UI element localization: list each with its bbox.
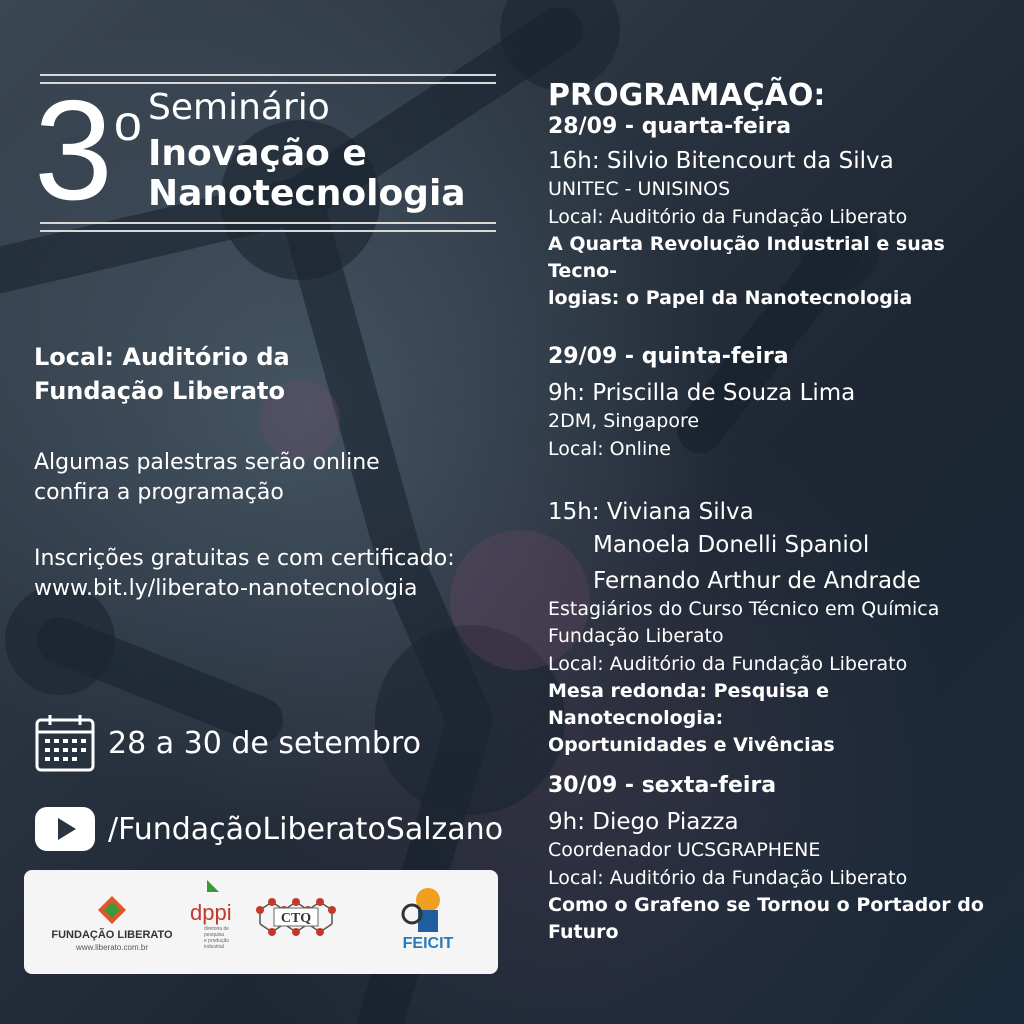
day2-affiliation-2a: Estagiários do Curso Técnico em Química <box>548 598 940 620</box>
title-line-2: Inovação e <box>148 133 367 174</box>
day3-talk-line-1: Como o Grafeno se Tornou o Portador do <box>548 894 984 916</box>
event-dates <box>34 712 421 774</box>
day2-talk-line-2: Oportunidades e Vivências <box>548 734 835 756</box>
day2-speaker-2: 15h: Viviana Silva <box>548 499 754 525</box>
online-line-2: confira a programação <box>34 480 284 505</box>
calendar-icon <box>34 712 96 774</box>
dppi-sub-3: e produção <box>204 938 230 944</box>
dppi-sub-1: diretoria de <box>204 926 230 932</box>
online-note <box>34 448 380 508</box>
sponsor-logos <box>24 870 498 974</box>
day1-speaker: 16h: Silvio Bitencourt da Silva <box>548 148 894 174</box>
day1-talk-line-2: logias: o Papel da Nanotecnologia <box>548 287 913 309</box>
day2-speaker: 9h: Priscilla de Souza Lima <box>548 380 856 406</box>
fundacao-name: FUNDAÇÃO LIBERATO <box>51 929 173 941</box>
day3-talk-line-2: Futuro <box>548 921 619 943</box>
feicit-logo <box>403 888 454 952</box>
day1-talk <box>548 231 998 312</box>
dppi-logo <box>190 880 232 950</box>
day3-location: Local: Auditório da Fundação Liberato <box>548 867 908 889</box>
day3-affiliation: Coordenador UCSGRAPHENE <box>548 839 821 861</box>
fundacao-url: www.liberato.com.br <box>75 943 149 952</box>
dates-text: 28 a 30 de setembro <box>108 725 421 761</box>
youtube-channel[interactable] <box>34 806 503 852</box>
title-rule-bottom <box>40 222 496 232</box>
day2-location: Local: Online <box>548 438 671 460</box>
edition-ordinal: o <box>114 95 142 151</box>
dppi-sub-4: industrial <box>204 944 225 950</box>
fundacao-liberato-logo <box>51 896 173 952</box>
day3-date: 30/09 - sexta-feira <box>548 773 777 798</box>
signup-note <box>34 544 455 604</box>
day1-location: Local: Auditório da Fundação Liberato <box>548 206 908 228</box>
youtube-handle[interactable]: /FundaçãoLiberatoSalzano <box>108 811 504 847</box>
ctq-logo <box>256 898 336 936</box>
logos-graphic <box>24 870 498 974</box>
edition-number: 3 <box>34 71 113 230</box>
feicit-text: FEICIT <box>402 935 454 952</box>
ctq-text: CTQ <box>280 911 312 926</box>
day2-affiliation-2b: Fundação Liberato <box>548 625 724 647</box>
local-heading <box>34 340 290 408</box>
day2-date: 29/09 - quinta-feira <box>548 344 789 369</box>
online-line-1: Algumas palestras serão online <box>34 450 380 475</box>
day2-location-2: Local: Auditório da Fundação Liberato <box>548 653 908 675</box>
day2-affiliation: 2DM, Singapore <box>548 410 700 432</box>
signup-link[interactable]: www.bit.ly/liberato-nanotecnologia <box>34 576 418 601</box>
day3-talk <box>548 892 998 946</box>
day1-date: 28/09 - quarta-feira <box>548 114 792 139</box>
title-line-1: Seminário <box>148 87 330 128</box>
day1-affiliation: UNITEC - UNISINOS <box>548 178 731 200</box>
signup-line-1: Inscrições gratuitas e com certificado: <box>34 546 455 571</box>
day2-speaker-2c: Fernando Arthur de Andrade <box>593 568 921 594</box>
dppi-text: dppi <box>190 900 232 925</box>
dppi-sub-2: pesquisa <box>204 932 225 938</box>
day2-talk <box>548 678 998 759</box>
local-line-2: Fundação Liberato <box>34 377 285 405</box>
youtube-icon <box>34 806 96 852</box>
day1-talk-line-1: A Quarta Revolução Industrial e suas Tecno- <box>548 233 945 282</box>
day2-talk-line-1: Mesa redonda: Pesquisa e Nanotecnologia: <box>548 680 830 729</box>
local-line-1: Local: Auditório da <box>34 343 290 371</box>
day2-speaker-2b: Manoela Donelli Spaniol <box>593 532 870 558</box>
program-heading: PROGRAMAÇÃO: <box>548 78 826 113</box>
title-line-3: Nanotecnologia <box>148 173 466 214</box>
day3-speaker: 9h: Diego Piazza <box>548 809 739 835</box>
